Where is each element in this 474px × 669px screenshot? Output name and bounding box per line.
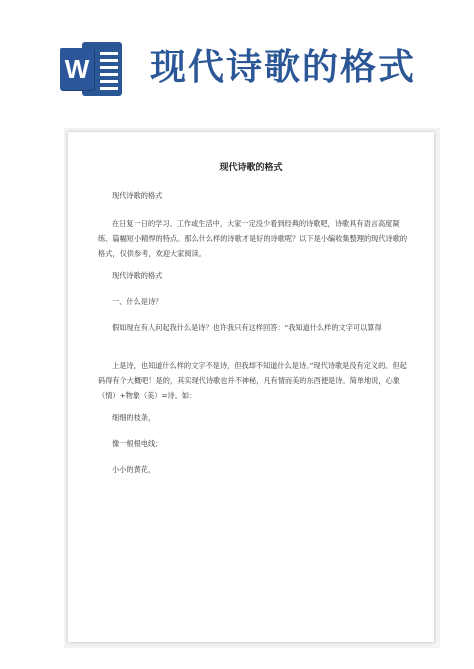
header-banner [0, 0, 474, 125]
document-page [68, 132, 434, 642]
paragraph: 假如现在有人问起我什么是诗？也许我只有这样回答：“我知道什么样的文字可以算得 [112, 323, 382, 332]
paragraph: 现代诗歌的格式 [112, 191, 163, 200]
word-badge-icon: W [60, 48, 94, 90]
banner-title: 现代诗歌的格式 [150, 47, 417, 88]
poem-line: 细细的枝条， [112, 413, 156, 422]
poem-line: 小小的黄花， [112, 465, 156, 474]
paragraph: 上是诗，也知道什么样的文字不是诗，但我却不知道什么是诗。”现代诗歌是没有定义的。但起码得有个大概吧！是的，其实现代诗歌也并不神秘，凡有情而美的东西便是诗。简单地说，心象（情）+物象（美）=诗。如： [98, 361, 407, 400]
word-document-icon [60, 40, 124, 98]
paragraph: 现代诗歌的格式 [112, 271, 163, 280]
section-heading: 一、什么是诗？ [112, 297, 163, 306]
poem-line: 像一根根电线； [112, 439, 163, 448]
document-title: 现代诗歌的格式 [219, 163, 283, 173]
paragraph: 在日复一日的学习、工作或生活中，大家一定没少看到经典的诗歌吧，诗歌具有语言高度凝练、篇幅短小精悍的特点。那么什么样的诗歌才是好的诗歌呢？以下是小编收集整理的现代诗歌的格式，仅供参考，欢迎大家阅读。 [98, 219, 408, 258]
